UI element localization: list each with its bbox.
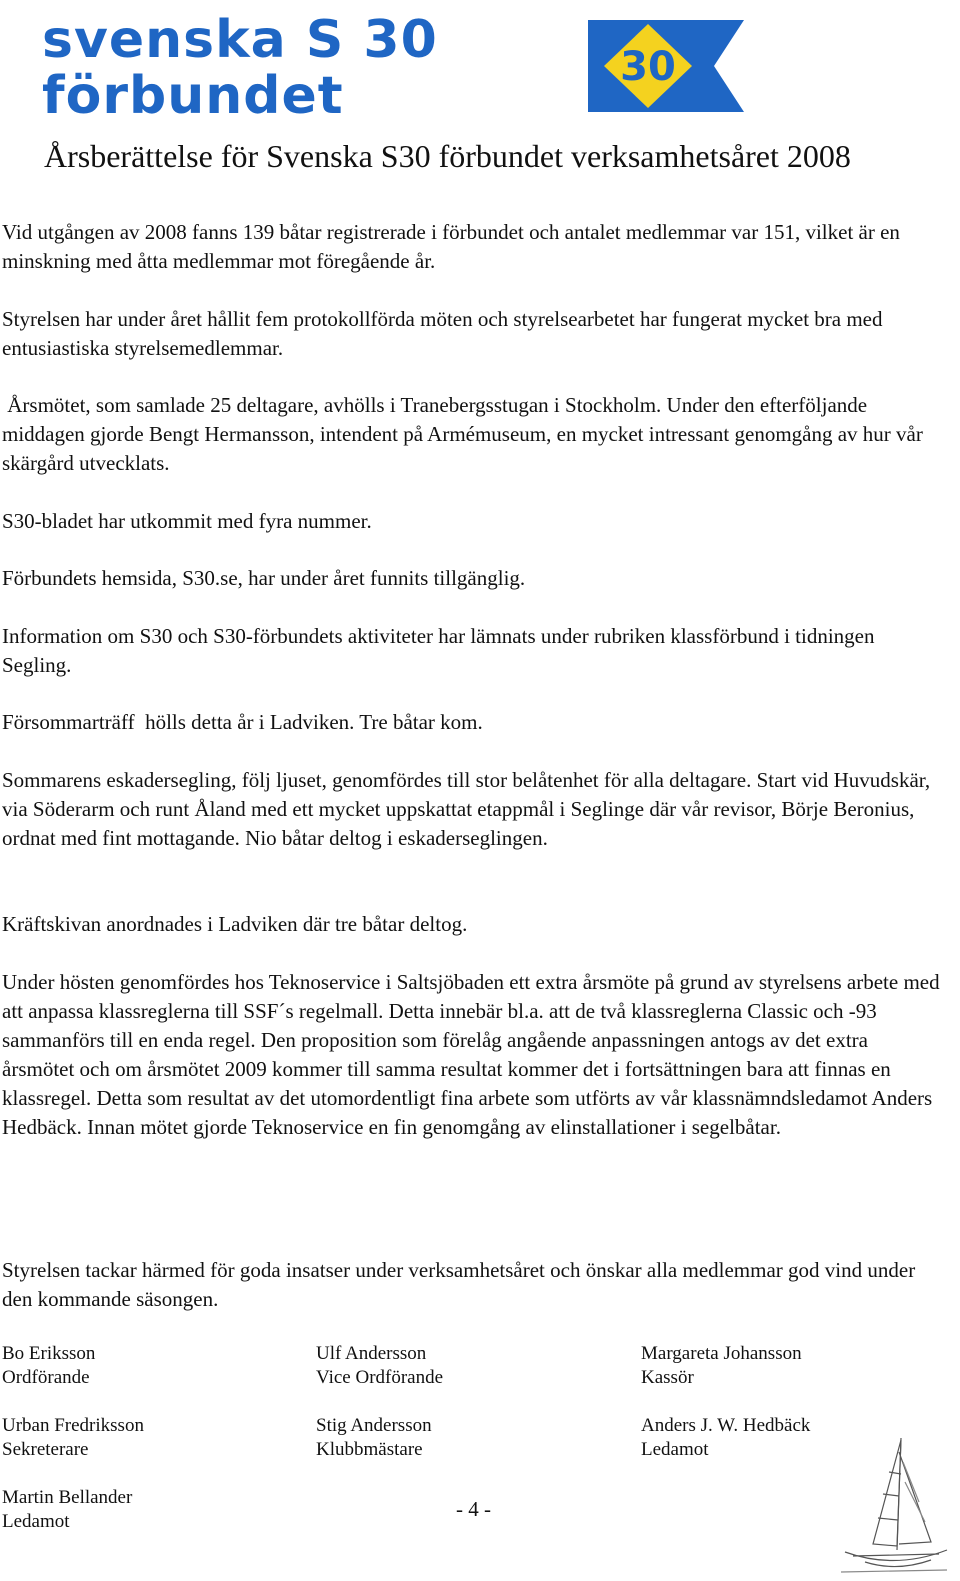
paragraph-squadron-sailing: Sommarens eskadersegling, följ ljuset, genomfördes till stor belåtenhet för alla deltagare. Start vid Huvudskär, via Söderarm och runt Åland med ett mycket uppskattat etappmål i Seglinge där vår revisor, Börje Beronius, ordnat med fint mottagande. Nio båtar deltog i eskaderseglingen. — [2, 768, 931, 850]
logo-line-1: svenska S 30 — [42, 10, 438, 70]
signature-block — [316, 1342, 443, 1390]
document-title: Årsberättelse för Svenska S30 förbundet verksamhetsåret 2008 — [44, 138, 851, 174]
paragraph-newsletter: S30-bladet har utkommit med fyra nummer. — [2, 509, 372, 533]
signature-block — [641, 1414, 810, 1462]
signature-name: Anders J. W. Hedbäck — [641, 1415, 811, 1436]
paragraph-extra-meeting: Under hösten genomfördes hos Teknoservice i Saltsjöbaden ett extra årsmöte på grund av styrelsens arbete med att anpassa klassreglerna till SSF´s regelmall. Detta innebär bl.a. att de två klassreglerna Classic och -93 sammanförs till en enda regel. Den proposition som förelåg angående anpassningen antogs av det extra årsmötet och om årsmötet 2009 kommer till samma resultat kommer det i fortsättningen bara att finnas en klassregel. Detta som resultat av det utomordentligt fina arbete som utförts av vår klassnämndsledamot Anders Hedbäck. Innan mötet gjorde Teknoservice en fin genomgång av elinstallationer i segelbåtar. — [2, 970, 940, 1139]
signature-role: Ledamot — [641, 1439, 709, 1460]
paragraph-information: Information om S30 och S30-förbundets aktiviteter har lämnats under rubriken klassförbund i tidningen Segling. — [2, 624, 875, 677]
s30-flag-icon — [588, 20, 744, 112]
paragraph-membership: Vid utgången av 2008 fanns 139 båtar registrerade i förbundet och antalet medlemmar var 151, vilket är en minskning med åtta medlemmar mot föregående år. — [2, 220, 900, 273]
paragraph-thanks: Styrelsen tackar härmed för goda insatser under verksamhetsåret och önskar alla medlemmar god vind under den kommande säsongen. — [2, 1258, 916, 1311]
signature-role: Ordförande — [2, 1367, 90, 1388]
signature-role: Kassör — [641, 1367, 694, 1388]
paragraph-board-meetings: Styrelsen har under året hållit fem protokollförda möten och styrelsearbetet har fungerat mycket bra med entusiastiska styrelsemedlemmar. — [2, 307, 883, 360]
signature-role: Sekreterare — [2, 1439, 89, 1460]
signature-name: Martin Bellander — [2, 1487, 133, 1508]
signature-role: Klubbmästare — [316, 1439, 423, 1460]
signature-block — [2, 1486, 132, 1534]
signature-role: Vice Ordförande — [316, 1367, 444, 1388]
signature-name: Urban Fredriksson — [2, 1415, 144, 1436]
signature-block — [2, 1414, 144, 1462]
signature-name: Margareta Johansson — [641, 1343, 802, 1364]
sailboat-icon — [835, 1432, 950, 1577]
signature-block — [2, 1342, 95, 1390]
signature-block — [316, 1414, 432, 1462]
logo-line-2: förbundet — [42, 66, 344, 126]
paragraph-annual-meeting: Årsmötet, som samlade 25 deltagare, avhölls i Tranebergsstugan i Stockholm. Under den efterföljande middagen gjorde Bengt Hermansson, intendent på Armémuseum, en mycket intressant genomgång av hur vår skärgård utvecklats. — [2, 393, 929, 475]
signature-name: Ulf Andersson — [316, 1343, 427, 1364]
signature-name: Stig Andersson — [316, 1415, 432, 1436]
logo-wordmark — [42, 12, 582, 124]
page-number: - 4 - — [456, 1497, 491, 1521]
paragraph-crayfish-party: Kräftskivan anordnades i Ladviken där tre båtar deltog. — [2, 912, 468, 936]
signature-role: Ledamot — [2, 1511, 70, 1532]
paragraph-website: Förbundets hemsida, S30.se, har under året funnits tillgänglig. — [2, 566, 526, 590]
paragraph-early-summer-meet: Försommarträff hölls detta år i Ladviken. Tre båtar kom. — [2, 710, 483, 734]
flag-number: 30 — [620, 44, 676, 90]
signature-name: Bo Eriksson — [2, 1343, 96, 1364]
signature-block — [641, 1342, 802, 1390]
